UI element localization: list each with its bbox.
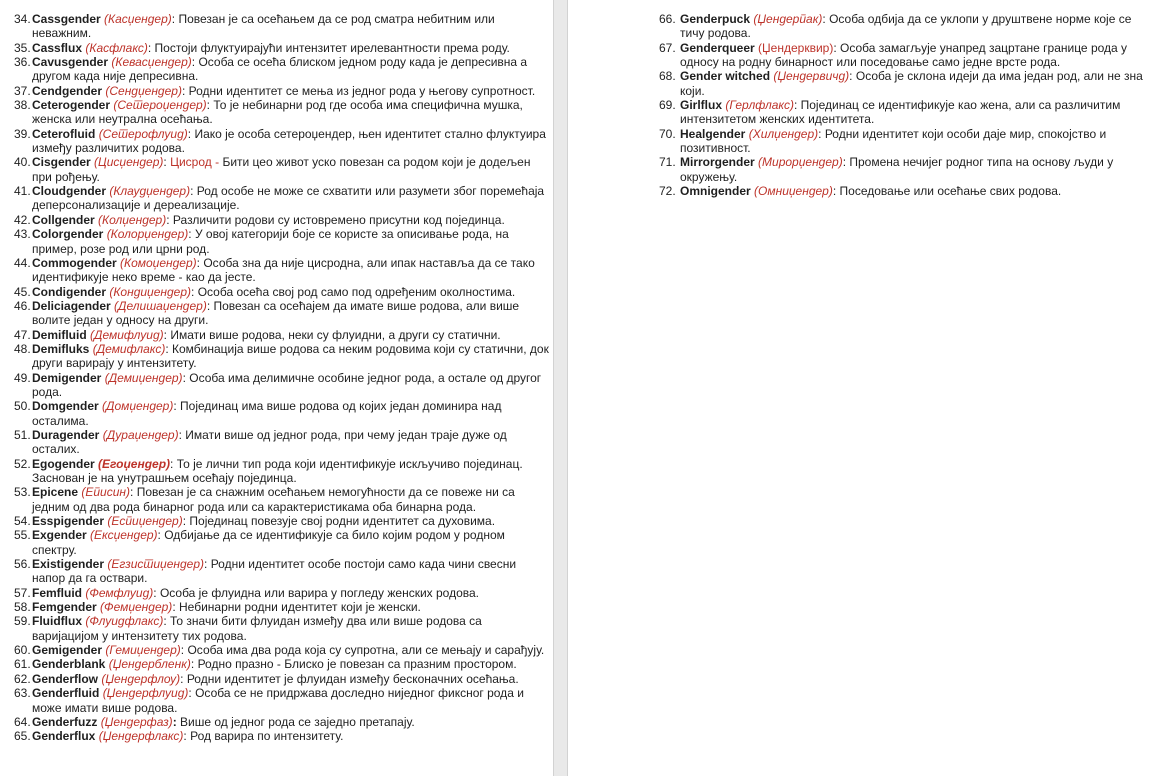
item-number: 36. — [14, 55, 31, 70]
item-text — [32, 686, 549, 715]
item-text — [680, 12, 1152, 41]
transliteration-text: (Џендерфлакс) — [98, 729, 184, 744]
list-item — [14, 657, 549, 671]
list-item — [14, 514, 549, 528]
item-number: 35. — [14, 40, 31, 55]
description-text: Родни идентитет особе постоји само када чини свесни напор да га оствари. — [32, 557, 517, 586]
list-item — [14, 586, 549, 600]
list-item — [659, 12, 1152, 41]
list-item — [14, 528, 549, 557]
term-text: Cendgender — [32, 83, 103, 98]
item-text — [32, 184, 549, 213]
list-item — [14, 643, 549, 657]
transliteration-text: (Омниџендер) — [754, 184, 833, 199]
item-text — [32, 514, 549, 528]
item-text — [32, 657, 549, 671]
page-right-column — [659, 12, 1152, 198]
colon-text: : — [842, 155, 847, 170]
term-text: Genderqueer — [680, 40, 755, 55]
description-text: Родно празно - Блиско је повезан са празним простором. — [197, 657, 517, 672]
term-text: Cassflux — [32, 40, 83, 55]
colon-text: : — [191, 55, 196, 70]
description-text: Повезан је са снажним осећањем немогућности да се повеже ни са једним од два рода бинарног рода или са карактеристикама оба бинарна рода. — [32, 485, 515, 514]
term-text: Egogender — [32, 456, 95, 471]
colon-text: : — [191, 284, 195, 299]
term-text: Epicene — [32, 485, 79, 500]
item-number: 41. — [14, 184, 31, 199]
item-number: 56. — [14, 557, 31, 572]
item-number: 68. — [659, 69, 676, 84]
list-item — [14, 614, 549, 643]
list-item — [14, 729, 549, 743]
item-number: 72. — [659, 184, 676, 199]
item-number: 51. — [14, 427, 31, 442]
term-text: Exgender — [32, 528, 87, 543]
description-text: Родни идентитет који особи даје мир, спокојство и позитивност. — [680, 126, 1107, 156]
colon-text: : — [833, 40, 837, 55]
page-left-column — [14, 12, 549, 744]
item-number: 52. — [14, 456, 31, 471]
list-item — [14, 41, 549, 55]
item-number: 60. — [14, 643, 31, 658]
item-number: 62. — [14, 671, 31, 686]
list-item — [659, 41, 1152, 70]
colon-text: : — [180, 671, 184, 686]
transliteration-text: (Егоџендер) — [98, 456, 171, 471]
description-text: Особа је склона идеји да има један род, али не зна који. — [680, 69, 1143, 98]
item-text — [680, 41, 1152, 70]
item-number: 55. — [14, 528, 31, 543]
transliteration-text: (Џендерквир) — [758, 40, 834, 55]
item-text — [32, 41, 549, 55]
colon-text: : — [793, 98, 798, 113]
description-text: Особа има два рода која су супротна, али се мењају и сарађују. — [187, 643, 545, 658]
colon-text: : — [163, 614, 167, 629]
term-text: Healgender — [680, 126, 746, 141]
item-number: 53. — [14, 485, 31, 500]
item-text — [32, 399, 549, 428]
colon-text: : — [206, 98, 211, 113]
item-text — [32, 285, 549, 299]
term-text: Deliciagender — [32, 298, 111, 313]
item-text — [32, 12, 549, 41]
list-item — [14, 55, 549, 84]
description-text: Особа зна да није цисродна, али ипак наставља да се тако идентификује неко време - као да јесте. — [32, 255, 535, 285]
list-item — [14, 84, 549, 98]
list-item — [14, 371, 549, 400]
colon-text: : — [147, 40, 152, 55]
term-text: Genderpuck — [680, 12, 751, 26]
colon-text: : — [166, 212, 170, 227]
description-text: Поседовање или осећање свих родова. — [839, 184, 1062, 199]
description-text: Род варира по интензитету. — [190, 729, 344, 744]
item-text — [32, 428, 549, 457]
item-text — [32, 371, 549, 400]
list-item — [14, 428, 549, 457]
page-gap-divider — [553, 0, 568, 776]
list-item — [14, 672, 549, 686]
transliteration-text: (Кондиџендер) — [109, 284, 192, 299]
colon-text: : — [190, 184, 194, 199]
item-text — [32, 643, 549, 657]
item-number: 54. — [14, 514, 31, 529]
list-item — [659, 127, 1152, 156]
colon-text: : — [173, 399, 177, 414]
term-text: Mirrorgender — [680, 155, 755, 170]
transliteration-text: (Ексџендер) — [90, 528, 158, 543]
item-text — [32, 213, 549, 227]
colon-text: : — [190, 657, 195, 672]
red-lead-text: Цисрод - — [170, 155, 220, 170]
term-text: Ceterofluid — [32, 126, 96, 141]
description-text: Род особе не може се схватити или разумети због поремећаја деперсонализације и дереализације. — [32, 184, 545, 213]
item-text — [680, 155, 1152, 184]
term-text: Ceterogender — [32, 98, 111, 113]
transliteration-text: (Сетерофлуид) — [98, 126, 188, 141]
list-item — [14, 285, 549, 299]
list-item — [659, 184, 1152, 198]
description-text: Особа се не придржава доследно ниједног фиксног рода и може имати више родова. — [32, 686, 524, 715]
list-item — [14, 213, 549, 227]
list-item — [659, 98, 1152, 127]
item-text — [32, 557, 549, 586]
term-text: Commogender — [32, 255, 117, 270]
item-text — [680, 98, 1152, 127]
colon-text: : — [832, 184, 837, 199]
item-number: 69. — [659, 98, 676, 113]
item-number: 48. — [14, 341, 31, 356]
term-text: Duragender — [32, 427, 100, 442]
item-number: 71. — [659, 155, 676, 170]
description-text: Имати више од једног рода, при чему један траје дуже од осталих. — [32, 427, 507, 457]
item-number: 64. — [14, 714, 31, 729]
colon-text: : — [849, 69, 853, 84]
colon-text: : — [204, 557, 208, 572]
item-text — [32, 528, 549, 557]
description-text: Постоји флуктуирајући интензитет ирелевантности према роду. — [154, 40, 510, 55]
item-text — [680, 127, 1152, 156]
transliteration-text: (Еспиџендер) — [107, 514, 183, 529]
item-number: 43. — [14, 227, 31, 242]
item-number: 42. — [14, 212, 31, 227]
transliteration-text: (Флуидфлакс) — [85, 614, 164, 629]
item-text — [32, 256, 549, 285]
item-number: 47. — [14, 327, 31, 342]
list-item — [14, 399, 549, 428]
item-text — [32, 457, 549, 486]
term-text: Genderfluid — [32, 686, 100, 701]
term-text: Condigender — [32, 284, 106, 299]
transliteration-text: (Комоџендер) — [120, 255, 197, 270]
description-text: Више од једног рода се заједно претапају. — [180, 714, 415, 729]
colon-text: : — [188, 227, 192, 242]
transliteration-text: (Сетероџендер) — [113, 98, 207, 113]
item-text — [32, 715, 549, 729]
description-text: Особа осећа свој род само под одређеним околностима. — [197, 284, 516, 299]
item-text — [32, 672, 549, 686]
colon-text: : — [178, 427, 182, 442]
description-text: Појединац повезује свој родни идентитет са духовима. — [189, 514, 496, 529]
term-text: Collgender — [32, 212, 95, 227]
description-text: Повезан са осећајем да имате више родова, али више волите један у односу на други. — [32, 298, 520, 328]
colon-text: : — [196, 255, 200, 270]
colon-text: : — [182, 370, 186, 385]
item-text — [32, 485, 549, 514]
transliteration-text: (Џендервичд) — [773, 69, 850, 84]
transliteration-text: (Џендерфаз) — [100, 714, 173, 729]
term-text: Genderfuzz — [32, 714, 98, 729]
list-item — [14, 184, 549, 213]
list-item — [14, 600, 549, 614]
description-text: Небинарни родни идентитет који је женски. — [179, 600, 421, 615]
item-number: 38. — [14, 98, 31, 113]
description-text: Особа замагљује унапред зацртане границе рода у односу на родну бинарност или поседовање само једне врсте рода. — [680, 40, 1128, 70]
description-text: Особа је флуидна или варира у погледу женских родова. — [159, 585, 480, 600]
colon-text: : — [818, 126, 822, 141]
colon-text: : — [172, 600, 176, 615]
list-item — [14, 686, 549, 715]
description-text: Промена нечијег родног типа на основу људи у окружењу. — [680, 155, 1114, 184]
transliteration-text: (Демифлуид) — [90, 327, 164, 342]
transliteration-text: (Демиџендер) — [104, 370, 183, 385]
item-text — [32, 84, 549, 98]
list-item — [14, 342, 549, 371]
item-number: 67. — [659, 40, 676, 55]
item-text — [680, 69, 1152, 98]
item-text — [32, 299, 549, 328]
transliteration-text: (Џендерпак) — [753, 12, 823, 26]
item-number: 39. — [14, 126, 31, 141]
description-text: У овој категорији боје се користе за описивање рода, на пример, розе род или црни род. — [32, 227, 509, 256]
transliteration-text: (Колџендер) — [98, 212, 167, 227]
transliteration-text: (Герлфлакс) — [725, 98, 794, 113]
item-number: 37. — [14, 83, 31, 98]
term-text: Fluidflux — [32, 614, 82, 629]
description-text: То значи бити флуидан између два или више родова са варијацијом у интензитету тих родова. — [32, 614, 482, 643]
item-number: 65. — [14, 729, 31, 744]
transliteration-text: (Хилџендер) — [748, 126, 819, 141]
term-text: Genderblank — [32, 657, 106, 672]
item-number: 66. — [659, 12, 676, 26]
colon-text: : — [171, 12, 176, 26]
term-text: Esspigender — [32, 514, 105, 529]
item-text — [32, 55, 549, 84]
colon-text: : — [157, 528, 161, 543]
item-text — [32, 227, 549, 256]
term-text: Cassgender — [32, 12, 101, 26]
description-text: Особа се осећа блиском једном роду када је депресивна а другом када није депресивна. — [32, 55, 528, 84]
list-item — [659, 69, 1152, 98]
list-item — [14, 557, 549, 586]
term-text: Demigender — [32, 370, 102, 385]
colon-text: : — [188, 686, 192, 701]
transliteration-text: (Кевасџендер) — [111, 55, 192, 70]
description-text: Повезан је са осећањем да се род сматра небитним или неважним. — [32, 12, 495, 41]
description-text: Бити цео живот уско повезан са родом који је додељен при рођењу. — [32, 155, 531, 184]
colon-text: : — [182, 514, 187, 529]
item-text — [32, 127, 549, 156]
colon-text: : — [181, 83, 186, 98]
description-text: Родни идентитет се мења из једног рода у његову супротност. — [188, 83, 536, 98]
list-item — [14, 256, 549, 285]
description-text: Имати више родова, неки су флуидни, а други су статични. — [170, 327, 501, 342]
term-text: Colorgender — [32, 227, 104, 242]
transliteration-text: (Делишаџендер) — [114, 298, 207, 313]
transliteration-text: (Егзистиџендер) — [107, 557, 205, 572]
description-text: Иако је особа сетероџендер, њен идентитет стално флуктуира између различитих родова. — [32, 126, 546, 156]
list-item — [14, 328, 549, 342]
transliteration-text: (Еписин) — [81, 485, 130, 500]
item-number: 40. — [14, 155, 31, 170]
transliteration-text: (Касфлакс) — [85, 40, 148, 55]
transliteration-text: (Сендџендер) — [105, 83, 182, 98]
item-text — [32, 342, 549, 371]
transliteration-text: (Цисџендер) — [94, 155, 164, 170]
list-item — [14, 12, 549, 41]
colon-text: : — [165, 341, 169, 356]
transliteration-text: (Домџендер) — [102, 399, 174, 414]
colon-text: : — [163, 327, 167, 342]
item-text — [32, 328, 549, 342]
transliteration-text: (Џендерфлоу) — [101, 671, 181, 686]
transliteration-text: (Џендерфлуид) — [102, 686, 189, 701]
item-number: 61. — [14, 657, 31, 672]
item-number: 59. — [14, 614, 31, 629]
list-item — [14, 299, 549, 328]
term-text: Cavusgender — [32, 55, 109, 70]
description-text: Појединац се идентификује као жена, али са различитим интензитетом женских идентитета. — [680, 98, 1121, 127]
term-text: Genderflux — [32, 729, 96, 744]
list-item — [14, 98, 549, 127]
item-number: 70. — [659, 126, 676, 141]
description-text: Особа одбија да се уклопи у друштвене норме које се тичу родова. — [680, 12, 1132, 41]
item-text — [32, 155, 549, 184]
transliteration-text: (Дураџендер) — [102, 427, 179, 442]
item-text — [32, 586, 549, 600]
colon-text: : — [183, 729, 187, 744]
description-text: Родни идентитет је флуидан између бесконачних осећања. — [186, 671, 519, 686]
item-text — [32, 600, 549, 614]
description-text: То је небинарни род где особа има специфична мушка, женска или неутрална осећања. — [32, 98, 523, 127]
term-text: Existigender — [32, 557, 105, 572]
list-item — [14, 227, 549, 256]
term-text: Girlflux — [680, 98, 723, 113]
transliteration-text: (Фемџендер) — [100, 600, 173, 615]
term-text: Omnigender — [680, 184, 751, 199]
colon-text: : — [153, 585, 157, 600]
colon-text: : — [187, 126, 192, 141]
transliteration-text: (Гемиџендер) — [105, 643, 181, 658]
term-text: Genderflow — [32, 671, 99, 686]
description-text: То је лични тип рода који идентификује искључиво појединац. Заснован је на унутрашњем осећају појединца. — [32, 456, 523, 485]
term-text: Gemigender — [32, 643, 103, 658]
colon-text: : — [206, 298, 211, 313]
list-item — [14, 485, 549, 514]
list-item — [14, 457, 549, 486]
transliteration-text: (Џендербленк) — [108, 657, 191, 672]
colon-text: : — [170, 456, 174, 471]
description-text: Различити родови су истовремено присутни код појединца. — [172, 212, 505, 227]
term-text: Femgender — [32, 600, 97, 615]
list-item — [659, 155, 1152, 184]
term-text: Domgender — [32, 399, 99, 414]
term-text: Cisgender — [32, 155, 91, 170]
item-text — [32, 614, 549, 643]
term-text: Cloudgender — [32, 184, 106, 199]
item-number: 57. — [14, 585, 31, 600]
transliteration-text: (Клаудџендер) — [109, 184, 191, 199]
item-number: 44. — [14, 255, 31, 270]
list-item — [14, 715, 549, 729]
list-item — [14, 155, 549, 184]
description-text: Одбијање да се идентификује са било којим родом у родном спектру. — [32, 528, 505, 557]
item-number: 50. — [14, 399, 31, 414]
item-number: 49. — [14, 370, 31, 385]
transliteration-text: (Демифлакс) — [92, 341, 166, 356]
transliteration-text: (Колорџендер) — [106, 227, 189, 242]
item-number: 46. — [14, 298, 31, 313]
transliteration-text: (Фемфлуид) — [85, 585, 154, 600]
item-number: 63. — [14, 686, 31, 701]
description-text: Појединац има више родова од којих један доминира над осталима. — [32, 399, 502, 428]
term-text: Femfluid — [32, 585, 82, 600]
description-text: Комбинација више родова са неким родовима који су статични, док други варирају у интензитету. — [32, 341, 549, 371]
list-item — [14, 127, 549, 156]
item-text — [680, 184, 1152, 198]
colon-text: : — [130, 485, 134, 500]
colon-text: : — [822, 12, 826, 26]
item-text — [32, 98, 549, 127]
item-text — [32, 729, 549, 743]
term-text: Demifluks — [32, 341, 90, 356]
item-number: 45. — [14, 284, 31, 299]
transliteration-text: (Касџендер) — [104, 12, 172, 26]
item-number: 34. — [14, 12, 31, 26]
description-text: Особа има делимичне особине једног рода, а остале од другог рода. — [32, 370, 542, 399]
item-number: 58. — [14, 600, 31, 615]
colon-text: : — [180, 643, 185, 658]
transliteration-text: (Мирорџендер) — [758, 155, 843, 170]
colon-text: : — [163, 155, 167, 170]
term-text: Demifluid — [32, 327, 87, 342]
colon-text: : — [172, 714, 177, 729]
term-text: Gender witched — [680, 69, 771, 84]
